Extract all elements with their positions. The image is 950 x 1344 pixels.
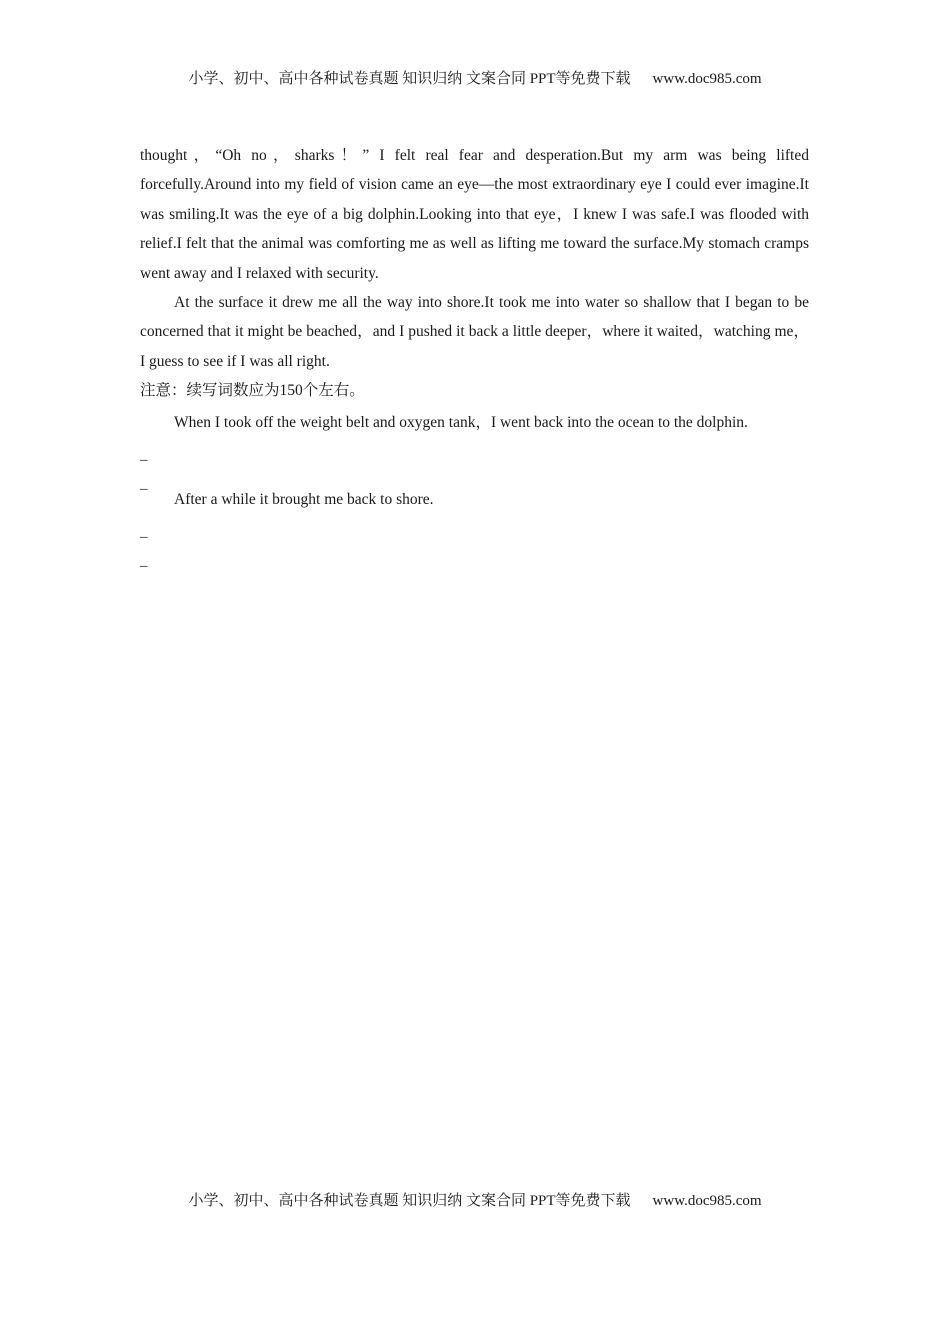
header-text: 小学、初中、高中各种试卷真题 知识归纳 文案合同 PPT等免费下载	[188, 71, 631, 87]
footer-text: 小学、初中、高中各种试卷真题 知识归纳 文案合同 PPT等免费下载	[188, 1193, 631, 1209]
page-footer	[0, 1191, 950, 1211]
header-url: www.doc985.com	[652, 71, 762, 87]
answer-line-4: _	[140, 553, 148, 570]
answer-line-3: _	[140, 524, 148, 541]
continuation-prompt-2: After a while it brought me back to shore.	[174, 491, 434, 509]
paragraph-2: At the surface it drew me all the way into shore.It took me into water so shallow that I began to be concerned that it might be beached，and I pushed it back a little deeper，where it waited，watching me，I guess to see if I was all right.	[140, 294, 809, 370]
paragraph-1: thought，“Oh no，sharks！” I felt real fear and desperation.But my arm was being lifted forcefully.Around into my field of vision came an eye—the most extraordinary eye I could ever imagine.It was smiling.It was the eye of a big dolphin.Looking into that eye，I knew I was safe.I was flooded with relief.I felt that the animal was comforting me as well as lifting me toward the surface.My stomach cramps went away and I relaxed with security.	[140, 147, 809, 282]
document-body	[140, 141, 809, 572]
continuation-prompt-1: When I took off the weight belt and oxygen tank，I went back into the ocean to the dolphin.	[174, 413, 748, 431]
answer-line-1: _	[140, 447, 148, 464]
word-count-note: 注意：续写词数应为150个左右。	[140, 382, 365, 400]
answer-line-2: _	[140, 476, 148, 493]
footer-url: www.doc985.com	[652, 1193, 762, 1209]
page-header	[0, 69, 950, 89]
